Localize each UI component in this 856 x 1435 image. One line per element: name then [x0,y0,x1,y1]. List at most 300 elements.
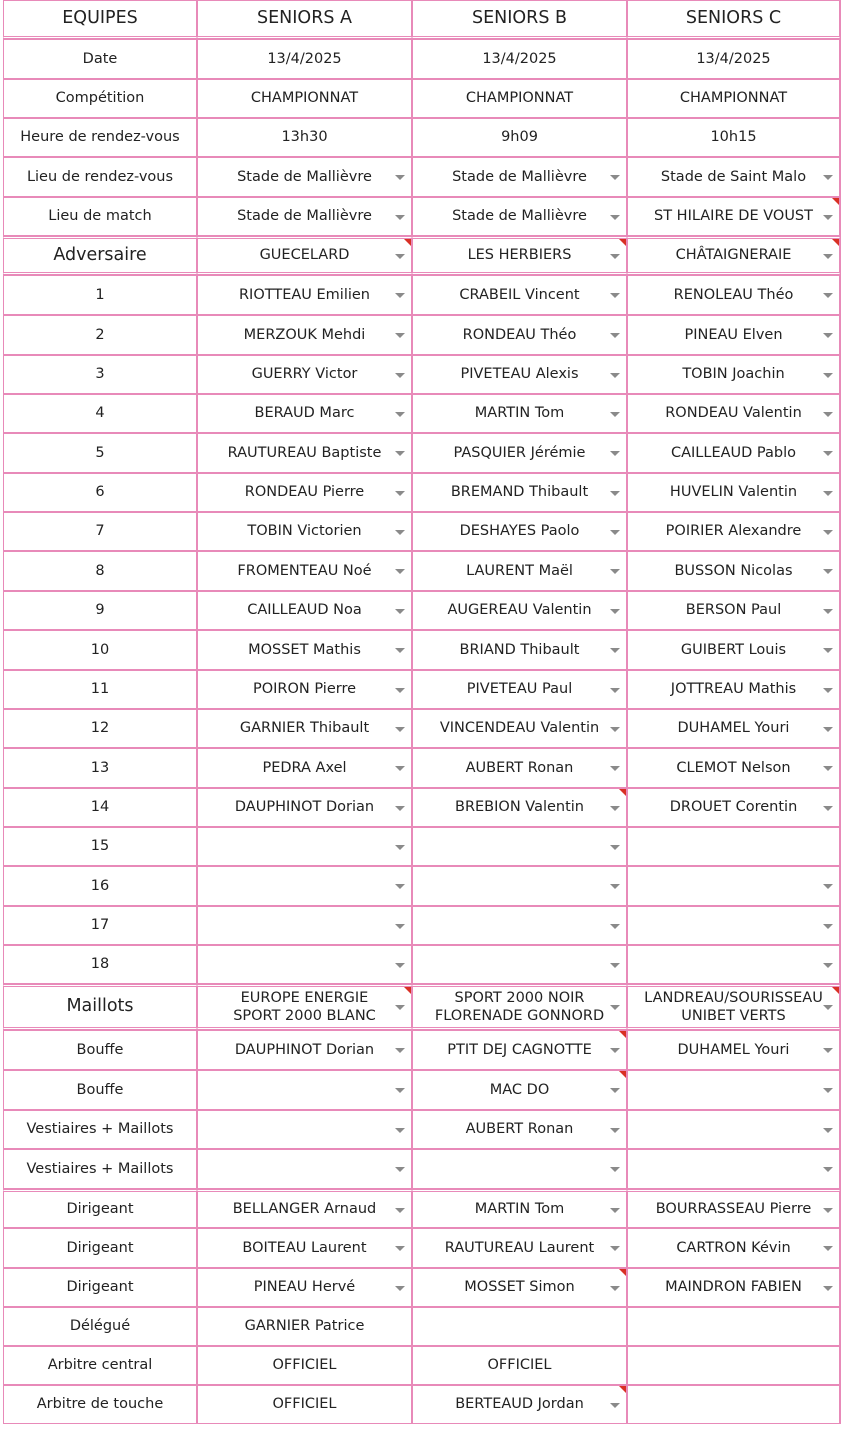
dropdown-arrow-icon[interactable] [823,609,833,614]
dropdown-arrow-icon[interactable] [395,373,405,378]
dropdown-cell[interactable] [627,1030,840,1070]
dropdown-arrow-icon[interactable] [823,215,833,220]
dropdown-arrow-icon[interactable] [610,175,620,180]
row-label[interactable] [3,827,197,866]
dropdown-arrow-icon[interactable] [823,530,833,535]
dropdown-cell-text: CARTRON Kévin [676,1239,791,1256]
dropdown-arrow-icon[interactable] [610,924,620,929]
dropdown-cell[interactable] [412,591,627,630]
comment-indicator-icon[interactable] [832,198,839,205]
row-label-text: 9 [95,602,105,619]
dropdown-arrow-icon[interactable] [823,451,833,456]
dropdown-cell[interactable] [412,1030,627,1070]
dropdown-arrow-icon[interactable] [610,845,620,850]
dropdown-cell[interactable] [412,709,627,748]
dropdown-cell[interactable] [627,236,840,275]
dropdown-cell[interactable] [412,473,627,512]
row-label[interactable] [3,39,197,79]
dropdown-cell[interactable] [412,984,627,1030]
row-label[interactable] [3,512,197,551]
dropdown-cell[interactable] [627,1228,840,1268]
data-cell[interactable] [627,1307,840,1346]
dropdown-cell[interactable] [412,670,627,709]
header-team-1[interactable] [197,0,412,39]
dropdown-cell[interactable] [627,433,840,473]
dropdown-cell[interactable] [412,275,627,315]
row-label[interactable] [3,433,197,473]
comment-indicator-icon[interactable] [832,987,839,994]
row-label[interactable] [3,670,197,709]
dropdown-cell[interactable] [627,591,840,630]
dropdown-cell[interactable] [627,394,840,433]
dropdown-arrow-icon[interactable] [610,569,620,574]
row-label[interactable] [3,275,197,315]
dropdown-cell[interactable] [627,630,840,670]
dropdown-cell[interactable] [412,551,627,591]
dropdown-arrow-icon[interactable] [610,1088,620,1093]
row-label[interactable] [3,1228,197,1268]
dropdown-cell[interactable] [627,670,840,709]
dropdown-arrow-icon[interactable] [823,1128,833,1133]
dropdown-cell-text: CHÂTAIGNERAIE [675,247,792,264]
dropdown-cell[interactable] [627,1070,840,1110]
row-label[interactable] [3,1346,197,1385]
header-team-2[interactable] [412,0,627,39]
row-label-text: 16 [90,877,110,894]
dropdown-arrow-icon[interactable] [395,1048,405,1053]
dropdown-arrow-icon[interactable] [610,1208,620,1213]
dropdown-arrow-icon[interactable] [823,333,833,338]
comment-indicator-icon[interactable] [404,987,411,994]
data-cell-text: 10h15 [710,129,757,146]
dropdown-arrow-icon[interactable] [395,609,405,614]
dropdown-cell-text: POIRON Pierre [252,681,357,698]
dropdown-cell[interactable] [197,945,412,984]
dropdown-arrow-icon[interactable] [395,845,405,850]
dropdown-cell[interactable] [627,945,840,984]
dropdown-cell-text: RAUTUREAU Laurent [444,1239,595,1256]
dropdown-cell[interactable] [627,1110,840,1149]
dropdown-arrow-icon[interactable] [395,412,405,417]
dropdown-arrow-icon[interactable] [395,806,405,811]
row-label[interactable] [3,1070,197,1110]
dropdown-arrow-icon[interactable] [610,1286,620,1291]
data-cell[interactable] [412,1346,627,1385]
dropdown-cell[interactable] [627,1149,840,1189]
dropdown-arrow-icon[interactable] [395,924,405,929]
dropdown-arrow-icon[interactable] [395,1286,405,1291]
dropdown-cell[interactable] [627,906,840,945]
dropdown-arrow-icon[interactable] [395,884,405,889]
dropdown-cell[interactable] [197,551,412,591]
row-label[interactable] [3,551,197,591]
dropdown-cell[interactable] [197,197,412,236]
dropdown-cell-text: BREBION Valentin [455,799,584,816]
data-cell[interactable] [627,1346,840,1385]
dropdown-cell-text: PEDRA Axel [262,759,347,776]
dropdown-cell[interactable] [412,945,627,984]
dropdown-cell-text: DAUPHINOT Dorian [234,799,375,816]
dropdown-arrow-icon[interactable] [395,1167,405,1172]
dropdown-arrow-icon[interactable] [610,293,620,298]
dropdown-arrow-icon[interactable] [610,1005,620,1010]
dropdown-cell[interactable] [412,630,627,670]
comment-indicator-icon[interactable] [619,1031,626,1038]
dropdown-cell[interactable] [412,827,627,866]
dropdown-cell[interactable] [412,315,627,355]
dropdown-arrow-icon[interactable] [610,491,620,496]
dropdown-arrow-icon[interactable] [395,1128,405,1133]
dropdown-arrow-icon[interactable] [610,609,620,614]
row-label[interactable] [3,473,197,512]
dropdown-cell[interactable] [627,473,840,512]
row-label-text: Arbitre de touche [36,1396,164,1413]
dropdown-cell[interactable] [627,866,840,906]
row-label-text: 14 [90,799,110,816]
dropdown-arrow-icon[interactable] [823,491,833,496]
row-label[interactable] [3,157,197,197]
header-equipes[interactable] [3,0,197,39]
dropdown-cell-text: PIVETEAU Paul [466,681,573,698]
dropdown-arrow-icon[interactable] [823,175,833,180]
dropdown-cell[interactable] [627,984,840,1030]
dropdown-cell[interactable] [627,197,840,236]
header-team-2-text: SENIORS B [471,7,568,28]
dropdown-cell-text: Stade de Mallièvre [452,168,587,185]
dropdown-cell[interactable] [627,748,840,788]
dropdown-cell-text: GUERRY Victor [251,366,358,383]
dropdown-cell[interactable] [627,512,840,551]
dropdown-arrow-icon[interactable] [823,1167,833,1172]
dropdown-cell-text: BOITEAU Laurent [242,1239,367,1256]
dropdown-arrow-icon[interactable] [610,1048,620,1053]
dropdown-cell[interactable] [627,275,840,315]
row-label[interactable] [3,1189,197,1228]
dropdown-arrow-icon[interactable] [610,530,620,535]
data-cell-text: OFFICIEL [272,1357,337,1374]
dropdown-arrow-icon[interactable] [823,254,833,259]
comment-indicator-icon[interactable] [404,239,411,246]
dropdown-arrow-icon[interactable] [395,648,405,653]
dropdown-arrow-icon[interactable] [610,412,620,417]
dropdown-arrow-icon[interactable] [395,1246,405,1251]
dropdown-cell-text: CAILLEAUD Noa [247,602,362,619]
dropdown-arrow-icon[interactable] [823,806,833,811]
dropdown-cell[interactable] [197,1268,412,1307]
dropdown-arrow-icon[interactable] [823,1088,833,1093]
row-label[interactable] [3,355,197,394]
dropdown-cell[interactable] [412,1385,627,1424]
dropdown-arrow-icon[interactable] [823,1286,833,1291]
dropdown-cell[interactable] [197,748,412,788]
dropdown-cell[interactable] [197,1228,412,1268]
dropdown-cell-text: DESHAYES Paolo [459,523,580,540]
dropdown-arrow-icon[interactable] [823,412,833,417]
dropdown-arrow-icon[interactable] [395,727,405,732]
row-label[interactable] [3,79,197,118]
row-label[interactable] [3,1110,197,1149]
dropdown-cell[interactable] [627,709,840,748]
dropdown-arrow-icon[interactable] [823,688,833,693]
dropdown-arrow-icon[interactable] [610,215,620,220]
row-label[interactable] [3,1307,197,1346]
dropdown-cell[interactable] [627,788,840,827]
dropdown-cell-text: HUVELIN Valentin [669,484,798,501]
comment-indicator-icon[interactable] [619,1071,626,1078]
dropdown-cell-text: BREMAND Thibault [450,484,589,501]
dropdown-arrow-icon[interactable] [395,293,405,298]
dropdown-arrow-icon[interactable] [823,373,833,378]
row-label-text: Bouffe [76,1081,124,1098]
dropdown-cell-text: RENOLEAU Théo [673,286,794,303]
dropdown-arrow-icon[interactable] [610,766,620,771]
dropdown-cell[interactable] [197,591,412,630]
data-cell[interactable] [197,118,412,157]
row-label[interactable] [3,236,197,275]
data-cell[interactable] [197,1385,412,1424]
dropdown-arrow-icon[interactable] [395,530,405,535]
dropdown-cell[interactable] [197,1030,412,1070]
data-cell[interactable] [412,1307,627,1346]
dropdown-arrow-icon[interactable] [395,1005,405,1010]
dropdown-cell[interactable] [412,355,627,394]
dropdown-cell-text: POIRIER Alexandre [665,523,802,540]
row-label[interactable] [3,709,197,748]
row-label[interactable] [3,197,197,236]
dropdown-cell[interactable] [197,709,412,748]
dropdown-arrow-icon[interactable] [395,1088,405,1093]
comment-indicator-icon[interactable] [619,789,626,796]
dropdown-cell[interactable] [412,197,627,236]
comment-indicator-icon[interactable] [619,239,626,246]
dropdown-arrow-icon[interactable] [395,451,405,456]
dropdown-cell-text: SPORT 2000 NOIR FLORENADE GONNORD [434,989,605,1024]
dropdown-cell[interactable] [197,1189,412,1228]
data-cell-text: 13h30 [281,129,328,146]
dropdown-cell-text: CLEMOT Nelson [676,759,791,776]
dropdown-cell[interactable] [197,906,412,945]
row-label[interactable] [3,118,197,157]
dropdown-cell[interactable] [197,315,412,355]
dropdown-arrow-icon[interactable] [610,373,620,378]
dropdown-cell-text: PIVETEAU Alexis [460,366,579,383]
comment-indicator-icon[interactable] [619,1269,626,1276]
dropdown-arrow-icon[interactable] [610,727,620,732]
row-label-text: 8 [95,562,105,579]
dropdown-cell-text: CAILLEAUD Pablo [670,444,797,461]
dropdown-arrow-icon[interactable] [823,766,833,771]
dropdown-cell[interactable] [197,984,412,1030]
dropdown-cell-text: BUSSON Nicolas [674,562,793,579]
dropdown-cell-text: EUROPE ENERGIE SPORT 2000 BLANC [233,989,376,1024]
dropdown-cell[interactable] [412,433,627,473]
row-label[interactable] [3,906,197,945]
data-cell[interactable] [627,827,840,866]
data-cell-text: CHAMPIONNAT [465,90,574,107]
dropdown-arrow-icon[interactable] [610,451,620,456]
dropdown-arrow-icon[interactable] [395,175,405,180]
dropdown-arrow-icon[interactable] [823,884,833,889]
dropdown-cell[interactable] [197,1149,412,1189]
dropdown-cell[interactable] [627,355,840,394]
dropdown-cell[interactable] [197,1070,412,1110]
dropdown-cell-text: GUIBERT Louis [680,641,787,658]
header-team-3[interactable] [627,0,840,39]
row-label[interactable] [3,1030,197,1070]
dropdown-cell[interactable] [197,630,412,670]
dropdown-cell-text: RONDEAU Théo [462,326,577,343]
data-cell[interactable] [197,79,412,118]
dropdown-arrow-icon[interactable] [610,806,620,811]
dropdown-cell[interactable] [412,1189,627,1228]
row-label-text: Maillots [66,996,134,1017]
dropdown-cell[interactable] [412,748,627,788]
dropdown-cell-text: MARTIN Tom [474,405,565,422]
dropdown-cell[interactable] [412,394,627,433]
dropdown-cell[interactable] [412,236,627,275]
dropdown-arrow-icon[interactable] [823,1048,833,1053]
data-cell[interactable] [197,1346,412,1385]
dropdown-cell[interactable] [412,1228,627,1268]
dropdown-cell[interactable] [412,788,627,827]
comment-indicator-icon[interactable] [832,239,839,246]
row-label[interactable] [3,748,197,788]
dropdown-cell[interactable] [197,355,412,394]
dropdown-cell-text: MARTIN Tom [474,1201,565,1218]
dropdown-cell[interactable] [412,1110,627,1149]
data-cell[interactable] [412,79,627,118]
dropdown-cell-text: DUHAMEL Youri [677,1041,790,1058]
dropdown-arrow-icon[interactable] [610,963,620,968]
row-label[interactable] [3,315,197,355]
dropdown-arrow-icon[interactable] [610,1403,620,1408]
dropdown-arrow-icon[interactable] [823,1208,833,1213]
data-cell-text: OFFICIEL [272,1396,337,1413]
dropdown-arrow-icon[interactable] [395,333,405,338]
header-team-3-text: SENIORS C [685,7,782,28]
dropdown-cell[interactable] [197,394,412,433]
data-cell-text: 13/4/2025 [696,50,771,67]
row-label[interactable] [3,945,197,984]
dropdown-cell[interactable] [197,827,412,866]
dropdown-arrow-icon[interactable] [823,293,833,298]
dropdown-arrow-icon[interactable] [610,648,620,653]
dropdown-arrow-icon[interactable] [823,648,833,653]
dropdown-cell-text: GARNIER Thibault [239,720,370,737]
row-label[interactable] [3,788,197,827]
dropdown-arrow-icon[interactable] [610,1246,620,1251]
dropdown-cell[interactable] [412,1149,627,1189]
row-label-text: Heure de rendez-vous [20,129,180,146]
data-cell-text: 13/4/2025 [482,50,557,67]
dropdown-cell-text: BERAUD Marc [254,405,355,422]
dropdown-cell[interactable] [197,670,412,709]
dropdown-arrow-icon[interactable] [823,1005,833,1010]
row-label[interactable] [3,1149,197,1189]
row-label-text: Vestiaires + Maillots [26,1121,174,1138]
dropdown-cell[interactable] [197,433,412,473]
dropdown-cell[interactable] [627,1268,840,1307]
row-label[interactable] [3,591,197,630]
dropdown-cell[interactable] [412,906,627,945]
dropdown-cell[interactable] [412,866,627,906]
dropdown-arrow-icon[interactable] [823,1246,833,1251]
dropdown-cell[interactable] [197,788,412,827]
dropdown-cell[interactable] [412,1268,627,1307]
row-label-text: 12 [90,720,110,737]
dropdown-arrow-icon[interactable] [395,1208,405,1213]
dropdown-cell-text: AUBERT Ronan [465,759,574,776]
data-cell[interactable] [197,1307,412,1346]
dropdown-cell[interactable] [627,315,840,355]
data-cell[interactable] [412,39,627,79]
row-label[interactable] [3,984,197,1030]
dropdown-arrow-icon[interactable] [610,1128,620,1133]
dropdown-cell-text: VINCENDEAU Valentin [439,720,600,737]
dropdown-arrow-icon[interactable] [395,569,405,574]
dropdown-cell-text: LAURENT Maël [466,562,573,579]
data-cell[interactable] [412,118,627,157]
dropdown-arrow-icon[interactable] [395,491,405,496]
dropdown-cell[interactable] [412,1070,627,1110]
dropdown-cell[interactable] [412,512,627,551]
dropdown-cell[interactable] [197,236,412,275]
row-label[interactable] [3,1385,197,1424]
data-cell[interactable] [627,118,840,157]
dropdown-cell[interactable] [197,473,412,512]
data-cell[interactable] [197,39,412,79]
dropdown-arrow-icon[interactable] [823,963,833,968]
dropdown-cell[interactable] [197,512,412,551]
dropdown-cell[interactable] [412,157,627,197]
row-label-text: Lieu de rendez-vous [26,168,174,185]
dropdown-arrow-icon[interactable] [395,215,405,220]
dropdown-arrow-icon[interactable] [823,924,833,929]
dropdown-cell-text: JOTTREAU Mathis [670,681,797,698]
dropdown-cell[interactable] [627,157,840,197]
dropdown-cell[interactable] [627,551,840,591]
row-label[interactable] [3,394,197,433]
dropdown-cell-text: CRABEIL Vincent [459,286,580,303]
dropdown-cell[interactable] [627,1189,840,1228]
dropdown-arrow-icon[interactable] [823,569,833,574]
dropdown-arrow-icon[interactable] [610,1167,620,1172]
data-cell[interactable] [627,1385,840,1424]
dropdown-cell[interactable] [197,1110,412,1149]
dropdown-arrow-icon[interactable] [610,884,620,889]
dropdown-cell[interactable] [197,157,412,197]
data-cell[interactable] [627,79,840,118]
comment-indicator-icon[interactable] [619,1386,626,1393]
row-label-text: Délégué [69,1318,131,1335]
row-label[interactable] [3,630,197,670]
row-label[interactable] [3,1268,197,1307]
row-label[interactable] [3,866,197,906]
dropdown-arrow-icon[interactable] [610,688,620,693]
dropdown-cell-text: DAUPHINOT Dorian [234,1041,375,1058]
dropdown-arrow-icon[interactable] [395,963,405,968]
dropdown-arrow-icon[interactable] [610,333,620,338]
dropdown-cell[interactable] [197,275,412,315]
dropdown-arrow-icon[interactable] [610,254,620,259]
data-cell[interactable] [627,39,840,79]
dropdown-arrow-icon[interactable] [395,766,405,771]
dropdown-arrow-icon[interactable] [823,727,833,732]
dropdown-arrow-icon[interactable] [395,254,405,259]
dropdown-arrow-icon[interactable] [395,688,405,693]
dropdown-cell[interactable] [197,866,412,906]
data-cell-text: CHAMPIONNAT [679,90,788,107]
